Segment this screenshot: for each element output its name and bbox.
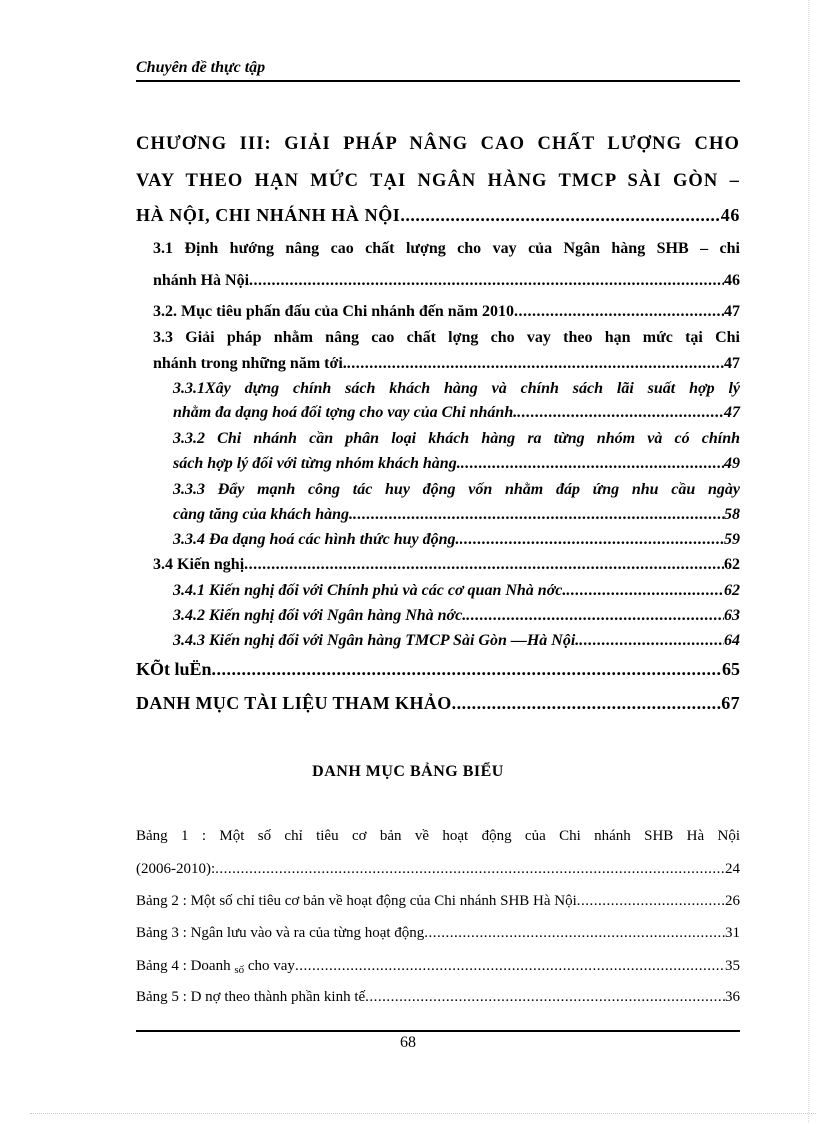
- table-page-number: 24: [725, 861, 740, 877]
- toc-page-number: 47: [724, 355, 740, 372]
- leader-dots: [365, 986, 725, 1008]
- toc-page-number: 49: [724, 455, 740, 472]
- table-page-number: 36: [725, 989, 740, 1005]
- table-entry-1[interactable]: [136, 858, 740, 880]
- leader-dots: [249, 270, 724, 292]
- table-entry-5[interactable]: [136, 986, 740, 1008]
- toc-entry-text: nhánh Hà Nội: [153, 272, 250, 289]
- toc-page-number: 46: [720, 205, 740, 225]
- page-header: [136, 58, 740, 82]
- toc-page-number: 47: [724, 404, 740, 421]
- page-edge-bottom: [30, 1113, 816, 1114]
- toc-page-number: 58: [724, 506, 740, 523]
- toc-entry-text: sách hợp lý đối với từng nhóm khách hàng.: [173, 455, 461, 472]
- toc-entry-3-3[interactable]: [153, 353, 740, 375]
- toc-page-number: 63: [724, 607, 740, 624]
- toc-entry-text: 3.2. Mục tiêu phấn đấu của Chi nhánh đến năm 2010: [153, 303, 514, 320]
- chapter-heading-line-1: CHƯƠNG III: GIẢI PHÁP NÂNG CAO CHẤT LƯỢNG CHO: [136, 134, 740, 154]
- table-entry-text: [136, 955, 295, 981]
- table-entry-4-text-a: Bảng 4 : Doanh: [136, 958, 231, 974]
- toc-page-number: 46: [724, 272, 740, 289]
- table-entry-4-text-c: cho vay: [247, 958, 295, 974]
- toc-entry-text: 3.4.3 Kiến nghị đối với Ngân hàng TMCP Sài Gòn —Hà Nội.: [173, 632, 580, 649]
- table-entry-text: Bảng 3 : Ngân lưu vào và ra của từng hoạt động: [136, 925, 425, 941]
- toc-entry-3-3-2-line-1[interactable]: 3.3.2 Chi nhánh cần phân loại khách hàng ra từng nhóm và có chính: [173, 430, 740, 447]
- table-entry-text: (2006-2010):: [136, 861, 216, 877]
- toc-page-number: 64: [724, 632, 740, 649]
- leader-dots: [461, 453, 724, 475]
- toc-entry-conclusion[interactable]: [136, 658, 740, 680]
- toc-entry-3-3-3[interactable]: [173, 504, 740, 526]
- leader-dots: [517, 402, 724, 424]
- toc-entry-text: 3.4.1 Kiến nghị đối với Chính phủ và các cơ quan Nhà nớc.: [173, 582, 567, 599]
- toc-entry-3-3-line-1[interactable]: 3.3 Giải pháp nhằm nâng cao chất lợng cho vay theo hạn mức tại Chi: [153, 329, 740, 346]
- leader-dots: [566, 580, 724, 602]
- table-page-number: 31: [725, 925, 740, 941]
- leader-dots: [215, 858, 725, 880]
- toc-entry-3-2[interactable]: [153, 301, 740, 323]
- toc-entry-references[interactable]: [136, 692, 740, 714]
- toc-entry-3-3-3-line-1[interactable]: 3.3.3 Đẩy mạnh công tác huy động vốn nhằm đáp ứng nhu cầu ngày: [173, 481, 740, 498]
- leader-dots: [452, 692, 722, 714]
- leader-dots: [424, 922, 725, 944]
- leader-dots: [212, 658, 722, 680]
- toc-entry-3-3-1-line-1[interactable]: 3.3.1Xây dựng chính sách khách hàng và chính sách lãi suất hợp lý: [173, 380, 740, 397]
- toc-entry-3-4[interactable]: [153, 554, 740, 576]
- table-entry-4[interactable]: [136, 955, 740, 981]
- page-number: 68: [400, 1034, 416, 1051]
- table-entry-text: Bảng 2 : Một số chỉ tiêu cơ bản về hoạt động của Chi nhánh SHB Hà Nội: [136, 893, 577, 909]
- table-page-number: 35: [725, 958, 740, 974]
- leader-dots: [400, 204, 720, 226]
- leader-dots: [514, 301, 724, 323]
- leader-dots: [579, 630, 724, 652]
- toc-entry-text: 3.3.4 Đa dạng hoá các hình thức huy động.: [173, 531, 460, 548]
- toc-entry-3-1[interactable]: [153, 270, 740, 292]
- leader-dots: [295, 955, 725, 977]
- toc-entry-3-3-4[interactable]: [173, 529, 740, 551]
- toc-page-number: 62: [724, 556, 740, 573]
- list-of-tables-title: DANH MỤC BẢNG BIỂU: [312, 763, 504, 780]
- toc-entry-text: KÕt luËn: [136, 659, 212, 679]
- leader-dots: [347, 353, 724, 375]
- leader-dots: [460, 529, 724, 551]
- toc-entry-3-4-2[interactable]: [173, 605, 740, 627]
- toc-page-number: 67: [721, 693, 740, 713]
- toc-entry-text: 3.4 Kiến nghị: [153, 556, 245, 573]
- chapter-heading-line-2: VAY THEO HẠN MỨC TẠI NGÂN HÀNG TMCP SÀI GÒN –: [136, 171, 740, 191]
- table-entry-3[interactable]: [136, 922, 740, 944]
- toc-entry-3-4-1[interactable]: [173, 580, 740, 602]
- toc-entry-3-3-1[interactable]: [173, 402, 740, 424]
- table-entry-2[interactable]: [136, 890, 740, 912]
- header-title: Chuyên đề thực tập: [136, 59, 266, 76]
- toc-page-number: 62: [724, 582, 740, 599]
- toc-page-number: 47: [724, 303, 740, 320]
- leader-dots: [353, 504, 724, 526]
- leader-dots: [244, 554, 724, 576]
- toc-entry-3-1-line-1[interactable]: 3.1 Định hướng nâng cao chất lượng cho vay của Ngân hàng SHB – chi: [153, 240, 740, 257]
- toc-entry-text: nhánh trong những năm tới.: [153, 355, 347, 372]
- table-entry-text: Bảng 5 : D nợ theo thành phần kinh tế: [136, 989, 366, 1005]
- leader-dots: [466, 605, 724, 627]
- toc-entry-text: 3.4.2 Kiến nghị đối với Ngân hàng Nhà nớc.: [173, 607, 467, 624]
- toc-entry-3-3-2[interactable]: [173, 453, 740, 475]
- toc-entry-text: nhằm đa dạng hoá đối tợng cho vay của Chi nhánh.: [173, 404, 518, 421]
- table-page-number: 26: [725, 893, 740, 909]
- table-entry-4-text-b: số: [234, 964, 245, 976]
- toc-entry-text: HÀ NỘI, CHI NHÁNH HÀ NỘI: [136, 205, 401, 225]
- toc-page-number: 65: [722, 659, 740, 679]
- toc-entry-chapter3[interactable]: [136, 204, 740, 226]
- toc-entry-text: càng tăng của khách hàng.: [173, 506, 354, 523]
- leader-dots: [577, 890, 725, 912]
- toc-entry-3-4-3[interactable]: [173, 630, 740, 652]
- footer-rule: [136, 1030, 740, 1032]
- page-edge-right: [808, 0, 809, 1123]
- toc-entry-text: DANH MỤC TÀI LIỆU THAM KHẢO: [136, 693, 452, 713]
- table-entry-1-line-1[interactable]: Bảng 1 : Một số chỉ tiêu cơ bản về hoạt động của Chi nhánh SHB Hà Nội: [136, 828, 740, 844]
- toc-page-number: 59: [724, 531, 740, 548]
